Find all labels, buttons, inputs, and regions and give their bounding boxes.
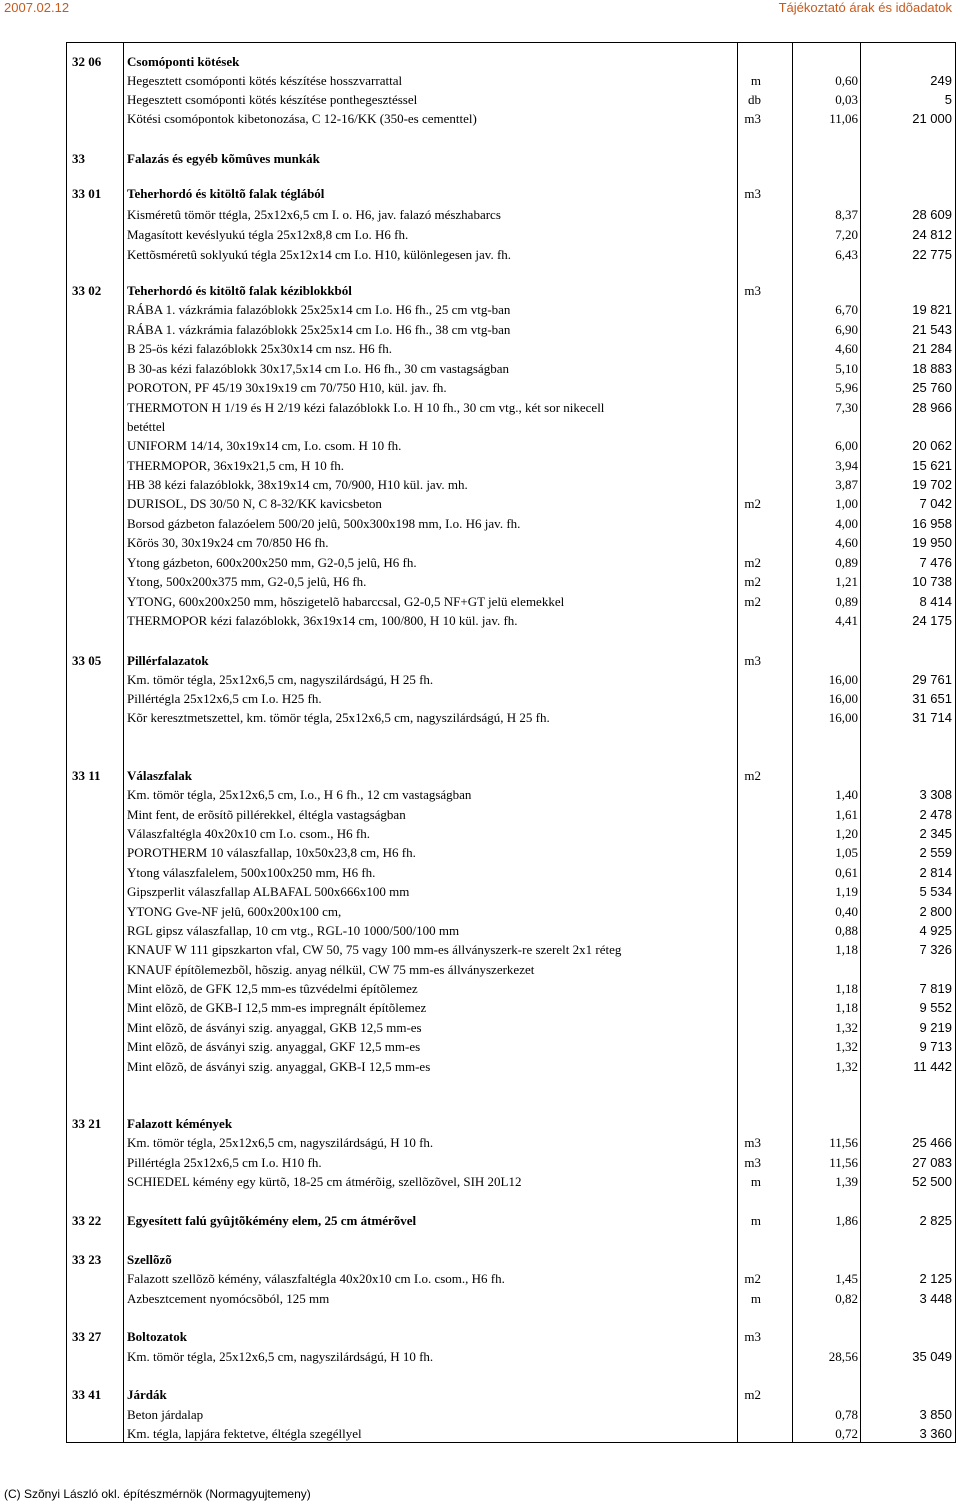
item-quantity: 7,20 [835,227,858,242]
item-quantity: 1,21 [835,574,858,589]
item-description: Beton járdalap [127,1407,204,1422]
item-price: 2 478 [919,807,952,822]
item-price: 7 819 [919,981,952,996]
table-row [0,320,960,339]
table-row [0,1347,960,1366]
item-description: Ytong válaszfalelem, 500x100x250 mm, H6 fh. [127,865,376,880]
item-quantity: 3,87 [835,477,858,492]
item-code: 33 05 [72,653,102,668]
item-price: 2 345 [919,826,952,841]
item-price: 3 308 [919,787,952,802]
item-price: 5 [944,92,952,107]
item-description: Falazott kémények [127,1116,233,1131]
item-quantity: 7,30 [835,400,858,415]
item-code: 32 06 [72,54,102,69]
table-row [0,611,960,630]
item-unit: m2 [744,768,761,783]
item-description: betéttel [127,419,166,434]
item-description: POROTHERM 10 válaszfallap, 10x50x23,8 cm, H6 fh. [127,845,416,860]
section-row [0,651,960,670]
table-row [0,921,960,940]
item-quantity: 5,96 [835,380,858,395]
item-code: 33 02 [72,283,102,298]
item-quantity: 6,43 [835,247,858,262]
item-quantity: 1,40 [835,787,858,802]
section-row [0,1114,960,1133]
item-unit: m [750,73,761,88]
item-description: UNIFORM 14/14, 30x19x14 cm, I.o. csom. H 10 fh. [127,438,402,453]
item-code: 33 41 [72,1387,102,1402]
item-price: 52 500 [912,1174,952,1189]
item-price: 19 702 [912,477,952,492]
item-price: 35 049 [912,1349,952,1364]
item-price: 21 543 [912,322,952,337]
item-price: 29 761 [912,672,952,687]
item-code: 33 11 [72,768,101,783]
item-quantity: 1,32 [835,1020,858,1035]
item-description: RÁBA 1. vázkrámia falazóblokk 25x25x14 cm I.o. H6 fh., 25 cm vtg-ban [127,302,511,317]
item-description: Járdák [127,1387,167,1402]
item-price: 3 360 [919,1426,952,1441]
item-price: 2 559 [919,845,952,860]
item-quantity: 1,19 [835,884,858,899]
item-price: 4 925 [919,923,952,938]
item-price: 21 000 [912,111,952,126]
item-description: RÁBA 1. vázkrámia falazóblokk 25x25x14 cm I.o. H6 fh., 38 cm vtg-ban [127,322,511,337]
item-quantity: 11,56 [829,1155,858,1170]
item-unit: m2 [744,1387,761,1402]
item-price: 2 814 [919,865,952,880]
table-row [0,514,960,533]
table-row [0,843,960,862]
table-row [0,805,960,824]
item-description: Km. tömör tégla, 25x12x6,5 cm, nagyszilárdságú, H 10 fh. [127,1135,434,1150]
item-unit: m [750,1174,761,1189]
item-price: 3 448 [919,1291,952,1306]
table-row [0,553,960,572]
item-quantity: 4,00 [835,516,858,531]
item-price: 16 958 [912,516,952,531]
item-description: Szellõzõ [127,1252,172,1267]
table-row [0,245,960,264]
item-price: 2 125 [919,1271,952,1286]
table-row [0,494,960,513]
table-row [0,1424,960,1443]
item-quantity: 16,00 [828,710,858,725]
item-quantity: 0,89 [835,594,858,609]
item-quantity: 3,94 [835,458,858,473]
item-unit: m2 [744,555,761,570]
item-description: Ytong, 500x200x375 mm, G2-0,5 jelû, H6 fh. [127,574,367,589]
item-description: Mint elõzõ, de ásványi szig. anyaggal, GKB 12,5 mm-es [127,1020,422,1035]
item-description: Ytong gázbeton, 600x200x250 mm, G2-0,5 jelû, H6 fh. [127,555,417,570]
table-row [0,1153,960,1172]
item-quantity: 28,56 [828,1349,858,1364]
table-row [0,670,960,689]
table-row [0,1405,960,1424]
item-quantity: 4,41 [835,613,858,628]
item-quantity: 1,18 [835,981,858,996]
item-description: Magasított kevéslyukú tégla 25x12x8,8 cm I.o. H6 fh. [127,227,409,242]
item-description: Mint elõzõ, de GFK 12,5 mm-es tûzvédelmi építõlemez [127,981,418,996]
item-price: 22 775 [912,247,952,262]
item-price: 10 738 [912,574,952,589]
item-description: THERMOPOR, 36x19x21,5 cm, H 10 fh. [127,458,345,473]
table-row [0,339,960,358]
section-row [0,1250,960,1269]
item-description: THERMOPOR kézi falazóblokk, 36x19x14 cm, 100/800, H 10 kül. jav. fh. [127,613,518,628]
table-row [0,592,960,611]
item-description: Km. tömör tégla, 25x12x6,5 cm, nagyszilárdságú, H 25 fh. [127,672,434,687]
item-price: 5 534 [919,884,952,899]
item-description: Mint elõzõ, de ásványi szig. anyaggal, GKB-I 12,5 mm-es [127,1059,431,1074]
item-description: Azbesztcement nyomócsõból, 125 mm [127,1291,330,1306]
item-quantity: 6,00 [835,438,858,453]
item-description: Pillértégla 25x12x6,5 cm I.o. H10 fh. [127,1155,322,1170]
item-price: 249 [930,73,952,88]
item-quantity: 11,06 [829,111,858,126]
item-quantity: 5,10 [835,361,858,376]
item-description: Kõr keresztmetszettel, km. tömör tégla, 25x12x6,5 cm, nagyszilárdságú, H 25 fh. [127,710,550,725]
item-unit: m3 [744,1329,761,1344]
section-row [0,149,960,168]
table-row [0,300,960,319]
item-price: 3 850 [919,1407,952,1422]
item-quantity: 0,78 [835,1407,858,1422]
item-price: 7 326 [919,942,952,957]
item-description: Hegesztett csomóponti kötés készítése ponthegesztéssel [127,92,418,107]
item-unit: m3 [744,283,761,298]
item-price: 2 825 [919,1213,952,1228]
item-price: 15 621 [912,458,952,473]
table-row [0,456,960,475]
item-price: 19 821 [912,302,952,317]
table-row [0,398,960,417]
item-price: 25 760 [912,380,952,395]
table-row [0,109,960,128]
item-quantity: 1,32 [835,1059,858,1074]
section-row [0,184,960,203]
item-description: YTONG, 600x200x250 mm, hõszigetelõ habarccsal, G2-0,5 NF+GT jelü elemekkel [127,594,565,609]
table-row [0,824,960,843]
item-unit: m2 [744,1271,761,1286]
item-unit: m [750,1213,761,1228]
table-row [0,689,960,708]
item-price: 9 219 [919,1020,952,1035]
table-row [0,475,960,494]
item-quantity: 1,45 [835,1271,858,1286]
section-row [0,1385,960,1404]
item-description: Boltozatok [127,1329,187,1344]
item-description: Egyesített falú gyûjtõkémény elem, 25 cm átmérõvel [127,1213,417,1228]
header-date: 2007.02.12 [4,0,70,15]
item-quantity: 1,32 [835,1039,858,1054]
item-quantity: 0,89 [835,555,858,570]
item-unit: m3 [744,1135,761,1150]
item-unit: db [748,92,761,107]
table-row [0,205,960,224]
item-quantity: 0,72 [835,1426,858,1441]
item-quantity: 0,40 [835,904,858,919]
table-row [0,708,960,727]
item-description: Km. tégla, lapjára fektetve, éltégla szegéllyel [127,1426,362,1441]
item-description: Mint elõzõ, de ásványi szig. anyaggal, GKF 12,5 mm-es [127,1039,421,1054]
table-row [0,1037,960,1056]
table-row [0,90,960,109]
item-unit: m3 [744,111,761,126]
item-price: 20 062 [912,438,952,453]
section-row [0,1327,960,1346]
section-row [0,1211,960,1230]
item-quantity: 1,05 [835,845,858,860]
item-description: Km. tömör tégla, 25x12x6,5 cm, nagyszilárdságú, H 10 fh. [127,1349,434,1364]
item-price: 28 966 [912,400,952,415]
item-price: 18 883 [912,361,952,376]
item-quantity: 6,90 [835,322,858,337]
item-description: Pillértégla 25x12x6,5 cm I.o. H25 fh. [127,691,322,706]
item-unit: m3 [744,1155,761,1170]
item-description: Km. tömör tégla, 25x12x6,5 cm, I.o., H 6 fh., 12 cm vastagságban [127,787,472,802]
item-quantity: 1,20 [835,826,858,841]
section-row [0,766,960,785]
item-quantity: 16,00 [828,672,858,687]
item-description: Borsod gázbeton falazóelem 500/20 jelû, 500x300x198 mm, I.o. H6 jav. fh. [127,516,521,531]
item-description: B 25-ös kézi falazóblokk 25x30x14 cm nsz. H6 fh. [127,341,393,356]
footer-copyright: (C) Szõnyi László okl. építészmérnök (Normagyujtemeny) [4,1487,311,1501]
item-code: 33 22 [72,1213,102,1228]
item-quantity: 0,03 [835,92,858,107]
item-quantity: 1,86 [835,1213,858,1228]
item-description: SCHIEDEL kémény egy kürtõ, 18-25 cm átmérõig, szellõzõvel, SIH 20L12 [127,1174,522,1189]
item-description: Falazott szellõzõ kémény, válaszfaltégla 40x20x10 cm I.o. csom., H6 fh. [127,1271,505,1286]
item-description: Teherhordó és kitöltõ falak kéziblokkból [127,283,352,298]
item-description: Csomóponti kötések [127,54,240,69]
item-price: 31 714 [912,710,952,725]
item-description: KNAUF W 111 gipszkarton vfal, CW 50, 75 vagy 100 mm-es állványszerk-re szerelt 2x1 réteg [127,942,622,957]
item-quantity: 1,00 [835,496,858,511]
item-unit: m2 [744,496,761,511]
item-code: 33 27 [72,1329,102,1344]
item-price: 24 175 [912,613,952,628]
item-quantity: 1,61 [835,807,858,822]
item-price: 11 442 [913,1059,952,1074]
table-row [0,436,960,455]
table-row [0,417,960,436]
table-row [0,1172,960,1191]
table-row [0,533,960,552]
item-price: 25 466 [912,1135,952,1150]
item-description: Kõrös 30, 30x19x24 cm 70/850 H6 fh. [127,535,329,550]
section-row [0,52,960,71]
item-description: B 30-as kézi falazóblokk 30x17,5x14 cm I.o. H6 fh., 30 cm vastagságban [127,361,509,376]
table-row [0,71,960,90]
item-description: RGL gipsz válaszfallap, 10 cm vtg., RGL-10 1000/500/100 mm [127,923,460,938]
item-price: 21 284 [912,341,952,356]
item-unit: m2 [744,574,761,589]
table-row [0,940,960,959]
item-price: 19 950 [912,535,952,550]
item-code: 33 01 [72,186,102,201]
item-description: DURISOL, DS 30/50 N, C 8-32/KK kavicsbeton [127,496,382,511]
item-quantity: 0,61 [835,865,858,880]
item-description: THERMOTON H 1/19 és H 2/19 kézi falazóblokk I.o. H 10 fh., 30 cm vtg., két sor nikecell [127,400,605,415]
item-description: Mint elõzõ, de GKB-I 12,5 mm-es impregnált építõlemez [127,1000,427,1015]
table-row [0,572,960,591]
table-row [0,378,960,397]
item-quantity: 0,60 [835,73,858,88]
item-quantity: 16,00 [828,691,858,706]
item-description: YTONG Gve-NF jelû, 600x200x100 cm, [127,904,342,919]
table-row [0,225,960,244]
item-description: Falazás és egyéb kõmûves munkák [127,151,320,166]
item-price: 28 609 [912,207,952,222]
item-description: Kötési csomópontok kibetonozása, C 12-16/KK (350-es cementtel) [127,111,477,126]
table-row [0,785,960,804]
table-row [0,882,960,901]
item-code: 33 23 [72,1252,102,1267]
item-quantity: 8,37 [835,207,858,222]
item-price: 9 713 [919,1039,952,1054]
item-unit: m [750,1291,761,1306]
item-price: 7 476 [919,555,952,570]
item-quantity: 0,82 [835,1291,858,1306]
item-price: 8 414 [919,594,952,609]
table-row [0,1289,960,1308]
table-row [0,1057,960,1076]
item-code: 33 21 [72,1116,102,1131]
item-description: Pillérfalazatok [127,653,209,668]
table-row [0,902,960,921]
item-code: 33 [72,151,85,166]
table-row [0,960,960,979]
item-price: 24 812 [912,227,952,242]
item-description: POROTON, PF 45/19 30x19x19 cm 70/750 H10, kül. jav. fh. [127,380,447,395]
item-quantity: 6,70 [835,302,858,317]
item-price: 2 800 [919,904,952,919]
item-quantity: 1,18 [835,942,858,957]
table-row [0,359,960,378]
item-quantity: 0,88 [835,923,858,938]
item-price: 7 042 [919,496,952,511]
table-top-border [66,42,956,43]
item-quantity: 1,18 [835,1000,858,1015]
item-description: KNAUF építõlemezbõl, hõszig. anyag nélkül, CW 75 mm-es állványszerkezet [127,962,535,977]
item-description: Kisméretû tömör ttégla, 25x12x6,5 cm I. o. H6, jav. falazó mészhabarcs [127,207,501,222]
item-description: HB 38 kézi falazóblokk, 38x19x14 cm, 70/900, H10 kül. jav. mh. [127,477,468,492]
item-unit: m3 [744,653,761,668]
table-row [0,979,960,998]
item-description: Teherhordó és kitöltõ falak téglából [127,186,325,201]
table-row [0,1133,960,1152]
item-description: Kettõsméretû soklyukú tégla 25x12x14 cm I.o. H10, különlegesen jav. fh. [127,247,512,262]
item-description: Válaszfaltégla 40x20x10 cm I.o. csom., H6 fh. [127,826,370,841]
header-title: Tájékoztató árak és idõadatok [778,0,952,15]
item-unit: m3 [744,186,761,201]
item-unit: m2 [744,594,761,609]
item-quantity: 4,60 [835,341,858,356]
item-price: 9 552 [919,1000,952,1015]
item-description: Mint fent, de erõsítõ pillérekkel, éltégla vastagságban [127,807,406,822]
item-quantity: 1,39 [835,1174,858,1189]
item-price: 27 083 [912,1155,952,1170]
item-quantity: 11,56 [829,1135,858,1150]
table-row [0,998,960,1017]
item-description: Gipszperlit válaszfallap ALBAFAL 500x666x100 mm [127,884,410,899]
item-description: Hegesztett csomóponti kötés készítése hosszvarrattal [127,73,403,88]
item-description: Válaszfalak [127,768,192,783]
table-row [0,863,960,882]
item-quantity: 4,60 [835,535,858,550]
table-row [0,1269,960,1288]
table-row [0,1018,960,1037]
item-price: 31 651 [912,691,952,706]
section-row [0,281,960,300]
